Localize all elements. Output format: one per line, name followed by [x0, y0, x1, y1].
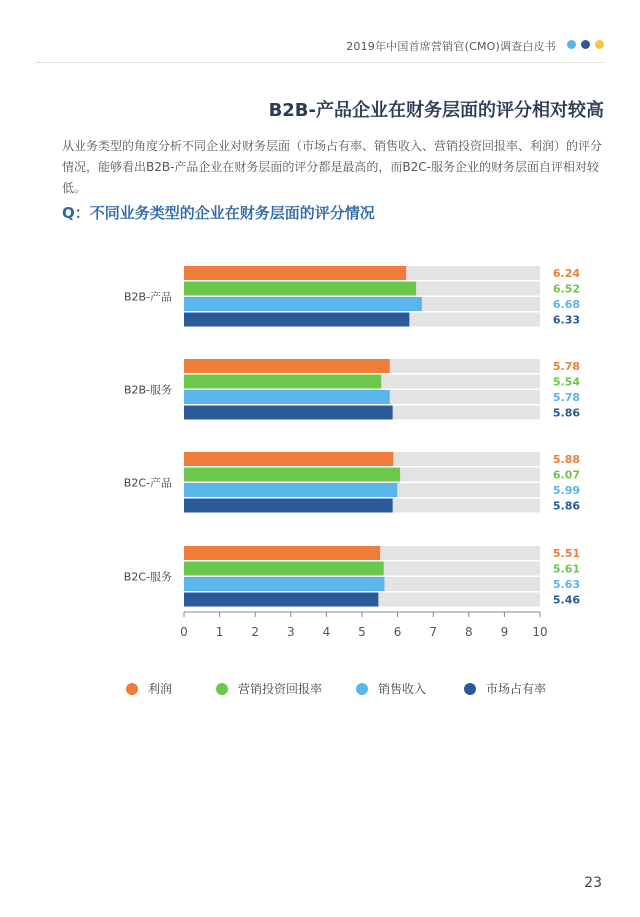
x-tick-label: 8	[464, 625, 473, 639]
x-tick-label: 7	[429, 625, 438, 639]
x-tick-label: 2	[251, 625, 260, 639]
legend-marker	[464, 683, 476, 695]
data-label: 6.24	[552, 267, 580, 280]
category-label: B2B-产品	[123, 290, 172, 304]
data-label: 5.88	[552, 453, 580, 466]
data-label: 5.86	[552, 406, 580, 420]
data-bar	[184, 282, 416, 296]
legend-label: 利润	[148, 682, 173, 696]
legend-marker	[216, 683, 228, 695]
data-label: 5.51	[552, 547, 580, 560]
data-label: 5.63	[552, 578, 580, 591]
data-label: 6.07	[552, 468, 580, 482]
data-label: 6.33	[552, 313, 580, 327]
category-label: B2C-服务	[123, 570, 172, 584]
x-tick-label: 6	[393, 625, 402, 639]
data-bar	[184, 452, 393, 466]
legend-marker	[356, 683, 368, 695]
x-tick-label: 3	[286, 625, 295, 639]
data-bar	[184, 390, 390, 404]
data-bar	[184, 313, 409, 327]
data-bar	[184, 593, 378, 607]
data-label: 5.61	[552, 562, 580, 576]
page-number: 23	[584, 875, 602, 891]
x-tick-label: 10	[532, 625, 548, 639]
data-bar	[184, 375, 381, 389]
data-label: 5.46	[552, 593, 580, 607]
category-label: B2C-产品	[123, 476, 172, 490]
x-tick-label: 9	[500, 625, 509, 639]
data-bar	[184, 406, 393, 420]
chart-question: Q：不同业务类型的企业在财务层面的评分情况	[62, 204, 375, 222]
data-bar	[184, 577, 384, 591]
x-tick-label: 0	[180, 625, 188, 639]
data-bar	[184, 468, 400, 482]
legend-label: 销售收入	[378, 682, 427, 696]
category-label: B2B-服务	[123, 383, 172, 397]
legend-marker	[126, 683, 138, 695]
data-bar	[184, 546, 380, 560]
data-label: 5.54	[552, 375, 580, 389]
data-label: 5.78	[552, 391, 580, 404]
intro-paragraph: 从业务类型的角度分析不同企业对财务层面（市场占有率、销售收入、营销投资回报率、利润）的评分情况，能够看出B2B-产品企业在财务层面的评分都是最高的，而B2C-服务企业的财务层面自评相对较低。	[62, 139, 603, 195]
legend-label: 市场占有率	[486, 682, 547, 696]
data-bar	[184, 562, 384, 576]
x-tick-label: 1	[215, 625, 224, 639]
section-title: B2B-产品企业在财务层面的评分相对较高	[268, 100, 604, 121]
document-title: 2019年中国首席营销官(CMO)调查白皮书	[346, 40, 556, 53]
data-label: 5.86	[552, 499, 580, 513]
data-bar	[184, 483, 397, 497]
data-label: 6.52	[552, 282, 580, 296]
x-tick-label: 4	[322, 625, 331, 639]
data-label: 5.99	[552, 484, 580, 497]
x-tick-label: 5	[358, 625, 366, 639]
data-bar	[184, 266, 406, 280]
data-label: 6.68	[552, 298, 580, 311]
legend-label: 营销投资回报率	[238, 682, 323, 696]
data-bar	[184, 359, 390, 373]
data-label: 5.78	[552, 360, 580, 373]
data-bar	[184, 499, 393, 513]
data-bar	[184, 297, 422, 311]
